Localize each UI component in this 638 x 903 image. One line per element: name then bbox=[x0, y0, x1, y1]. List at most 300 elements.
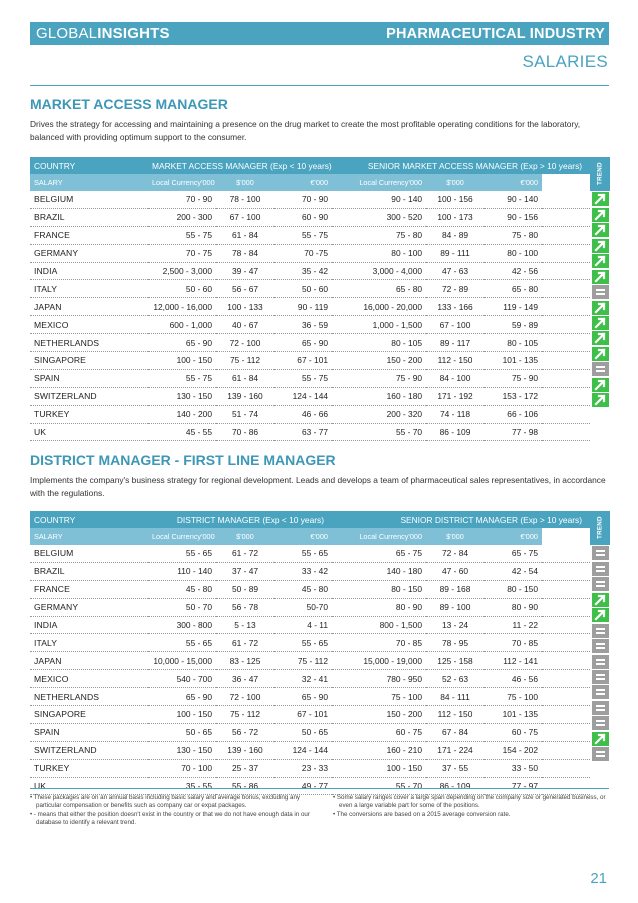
table-row bbox=[30, 405, 590, 423]
salary-cell: 72 - 100 bbox=[216, 688, 274, 706]
salary-cell: 83 - 125 bbox=[216, 652, 274, 670]
salary-cell: 50 - 65 bbox=[274, 723, 332, 741]
salary-cell: 66 - 106 bbox=[484, 405, 542, 423]
salary-cell: 49 - 77 bbox=[274, 777, 332, 795]
salary-cell: 35 - 55 bbox=[148, 777, 216, 795]
country-cell: NETHERLANDS bbox=[30, 334, 148, 352]
salary-cell: 89 - 111 bbox=[426, 244, 484, 262]
salary-cell: 65 - 90 bbox=[274, 688, 332, 706]
salary-cell: 3,000 - 4,000 bbox=[332, 262, 426, 280]
salary-cell: 100 - 150 bbox=[332, 759, 426, 777]
salary-cell: 65 - 90 bbox=[148, 688, 216, 706]
salary-cell: 154 - 202 bbox=[484, 741, 542, 759]
row-spacer bbox=[542, 298, 590, 316]
table-row bbox=[30, 226, 590, 244]
table-row bbox=[30, 706, 590, 724]
salary-cell: 86 - 109 bbox=[426, 423, 484, 441]
trend-up-arrow-icon bbox=[592, 378, 609, 392]
country-cell: JAPAN bbox=[30, 652, 148, 670]
salary-cell: 300 - 800 bbox=[148, 616, 216, 634]
country-cell: FRANCE bbox=[30, 226, 148, 244]
salary-cell: 55 - 70 bbox=[332, 423, 426, 441]
table-row bbox=[30, 562, 590, 580]
table-row bbox=[30, 262, 590, 280]
row-spacer bbox=[542, 723, 590, 741]
table-row bbox=[30, 316, 590, 334]
salary-cell: 5 - 13 bbox=[216, 616, 274, 634]
salary-cell: 75 - 112 bbox=[274, 652, 332, 670]
col-group-senior: SENIOR DISTRICT MANAGER (Exp > 10 years) bbox=[332, 511, 590, 528]
table-row bbox=[30, 759, 590, 777]
salary-cell: 200 - 320 bbox=[332, 405, 426, 423]
salary-cell: 45 - 80 bbox=[148, 580, 216, 598]
market-access-salary-table bbox=[30, 157, 590, 441]
country-cell: ITALY bbox=[30, 280, 148, 298]
row-spacer bbox=[542, 387, 590, 405]
row-spacer bbox=[542, 352, 590, 370]
salary-cell: 55 - 65 bbox=[274, 545, 332, 562]
note-item: • - means that either the position doesn't exist in the country or that we do not have enough data in our database to identify a relevant trend. bbox=[30, 811, 310, 826]
salary-cell: 77 - 97 bbox=[484, 777, 542, 795]
salary-cell: 140 - 180 bbox=[332, 562, 426, 580]
salary-cell: 75 - 112 bbox=[216, 706, 274, 724]
row-spacer bbox=[542, 741, 590, 759]
salary-cell: 119 - 149 bbox=[484, 298, 542, 316]
salary-cell: 84 - 89 bbox=[426, 226, 484, 244]
country-cell: UK bbox=[30, 423, 148, 441]
salary-cell: 55 - 75 bbox=[148, 226, 216, 244]
country-cell: SWITZERLAND bbox=[30, 387, 148, 405]
salary-cell: 25 - 37 bbox=[216, 759, 274, 777]
section1-description: Drives the strategy for accessing and maintaining a presence on the drug market to create the most profitable operating conditions for the laboratory, balanced with providing optimum support to the consumer. bbox=[30, 119, 581, 142]
salary-cell: 55 - 75 bbox=[148, 369, 216, 387]
salary-cell: 70 - 90 bbox=[148, 191, 216, 208]
col-usd-senior: $'000 bbox=[426, 174, 484, 191]
salary-cell: 133 - 166 bbox=[426, 298, 484, 316]
country-cell: FRANCE bbox=[30, 580, 148, 598]
salary-cell: 101 - 135 bbox=[484, 352, 542, 370]
salary-cell: 160 - 210 bbox=[332, 741, 426, 759]
salary-cell: 45 - 55 bbox=[148, 423, 216, 441]
row-spacer bbox=[542, 777, 590, 795]
row-spacer bbox=[542, 334, 590, 352]
row-spacer bbox=[542, 688, 590, 706]
salary-cell: 56 - 78 bbox=[216, 598, 274, 616]
country-cell: BRAZIL bbox=[30, 562, 148, 580]
salary-cell: 56 - 67 bbox=[216, 280, 274, 298]
col-eur-senior: €'000 bbox=[484, 528, 542, 545]
trend-up-arrow-icon bbox=[592, 393, 609, 407]
trend-up-arrow-icon bbox=[592, 732, 609, 746]
salary-cell: 124 - 144 bbox=[274, 741, 332, 759]
header-bar bbox=[30, 22, 609, 45]
salary-cell: 4 - 11 bbox=[274, 616, 332, 634]
salary-cell: 32 - 41 bbox=[274, 670, 332, 688]
table-row bbox=[30, 616, 590, 634]
salary-cell: 42 - 54 bbox=[484, 562, 542, 580]
country-cell: JAPAN bbox=[30, 298, 148, 316]
salary-cell: 51 - 74 bbox=[216, 405, 274, 423]
trend-up-arrow-icon bbox=[592, 593, 609, 607]
salary-cell: 75 - 100 bbox=[332, 688, 426, 706]
salary-cell: 80 - 105 bbox=[332, 334, 426, 352]
table-row bbox=[30, 369, 590, 387]
salary-cell: 780 - 950 bbox=[332, 670, 426, 688]
salary-cell: 37 - 47 bbox=[216, 562, 274, 580]
salary-cell: 55 - 75 bbox=[274, 369, 332, 387]
trend-header: TREND bbox=[590, 511, 610, 545]
salary-cell: 80 - 90 bbox=[484, 598, 542, 616]
country-cell: TURKEY bbox=[30, 405, 148, 423]
salary-cell: 70 -75 bbox=[274, 244, 332, 262]
col-usd-senior: $'000 bbox=[426, 528, 484, 545]
salary-cell: 72 - 100 bbox=[216, 334, 274, 352]
note-item: • Some salary ranges cover a large span depending on the company size or generated business, or even a large variable part for some of the positions. bbox=[333, 794, 606, 809]
table-row bbox=[30, 244, 590, 262]
table-row bbox=[30, 545, 590, 562]
note-item: • The conversions are based on a 2015 average conversion rate. bbox=[333, 811, 511, 818]
trend-stable-icon bbox=[592, 624, 609, 638]
table-row bbox=[30, 280, 590, 298]
country-cell: BELGIUM bbox=[30, 545, 148, 562]
salary-cell: 59 - 89 bbox=[484, 316, 542, 334]
salary-cell: 40 - 67 bbox=[216, 316, 274, 334]
col-local-currency-senior: Local Currency'000 bbox=[332, 528, 426, 545]
salary-cell: 78 - 84 bbox=[216, 244, 274, 262]
salary-cell: 11 - 22 bbox=[484, 616, 542, 634]
col-eur: €'000 bbox=[274, 174, 332, 191]
salary-cell: 101 - 135 bbox=[484, 706, 542, 724]
trend-up-arrow-icon bbox=[592, 316, 609, 330]
salary-cell: 70 - 100 bbox=[148, 759, 216, 777]
salary-cell: 80 - 105 bbox=[484, 334, 542, 352]
salary-cell: 50 - 60 bbox=[148, 280, 216, 298]
salary-cell: 100 - 150 bbox=[148, 706, 216, 724]
salary-cell: 72 - 89 bbox=[426, 280, 484, 298]
salary-cell: 46 - 56 bbox=[484, 670, 542, 688]
salary-cell: 171 - 224 bbox=[426, 741, 484, 759]
salary-cell: 80 - 100 bbox=[484, 244, 542, 262]
trend-up-arrow-icon bbox=[592, 347, 609, 361]
trend-stable-icon bbox=[592, 716, 609, 730]
salary-cell: 37 - 55 bbox=[426, 759, 484, 777]
brand-logo bbox=[36, 25, 170, 42]
salary-cell: 36 - 59 bbox=[274, 316, 332, 334]
row-spacer bbox=[542, 759, 590, 777]
col-group-junior: MARKET ACCESS MANAGER (Exp < 10 years) bbox=[148, 157, 332, 174]
salary-cell: 100 - 156 bbox=[426, 191, 484, 208]
salary-cell: 13 - 24 bbox=[426, 616, 484, 634]
row-spacer bbox=[542, 598, 590, 616]
row-spacer bbox=[542, 369, 590, 387]
col-country: COUNTRY bbox=[30, 157, 148, 174]
salary-cell: 50 - 70 bbox=[148, 598, 216, 616]
row-spacer bbox=[542, 226, 590, 244]
salary-cell: 124 - 144 bbox=[274, 387, 332, 405]
salary-cell: 33 - 50 bbox=[484, 759, 542, 777]
salary-cell: 72 - 84 bbox=[426, 545, 484, 562]
trend-up-arrow-icon bbox=[592, 254, 609, 268]
salary-cell: 35 - 42 bbox=[274, 262, 332, 280]
salary-cell: 12,000 - 16,000 bbox=[148, 298, 216, 316]
table-row bbox=[30, 670, 590, 688]
salary-cell: 74 - 118 bbox=[426, 405, 484, 423]
col-salary: SALARY bbox=[30, 174, 148, 191]
salary-cell: 55 - 75 bbox=[274, 226, 332, 244]
salary-cell: 100 - 173 bbox=[426, 208, 484, 226]
col-local-currency: Local Currency'000 bbox=[148, 528, 216, 545]
table-row bbox=[30, 352, 590, 370]
salary-cell: 55 - 65 bbox=[274, 634, 332, 652]
salary-cell: 70 - 75 bbox=[148, 244, 216, 262]
salary-cell: 55 - 65 bbox=[148, 634, 216, 652]
table-row bbox=[30, 777, 590, 795]
salary-cell: 70 - 85 bbox=[484, 634, 542, 652]
page-number: 21 bbox=[590, 870, 607, 887]
col-usd: $'000 bbox=[216, 174, 274, 191]
col-eur-senior: €'000 bbox=[484, 174, 542, 191]
salary-cell: 84 - 111 bbox=[426, 688, 484, 706]
salary-cell: 77 - 98 bbox=[484, 423, 542, 441]
salary-cell: 65 - 75 bbox=[484, 545, 542, 562]
salary-cell: 50-70 bbox=[274, 598, 332, 616]
trend-up-arrow-icon bbox=[592, 239, 609, 253]
salary-cell: 800 - 1,500 bbox=[332, 616, 426, 634]
row-spacer bbox=[542, 244, 590, 262]
trend-stable-icon bbox=[592, 362, 609, 376]
country-cell: SWITZERLAND bbox=[30, 741, 148, 759]
salary-cell: 200 - 300 bbox=[148, 208, 216, 226]
industry-title: PHARMACEUTICAL INDUSTRY bbox=[386, 25, 605, 42]
row-spacer bbox=[542, 652, 590, 670]
trend-up-arrow-icon bbox=[592, 223, 609, 237]
row-spacer bbox=[542, 562, 590, 580]
trend-stable-icon bbox=[592, 685, 609, 699]
salary-cell: 84 - 100 bbox=[426, 369, 484, 387]
salary-cell: 63 - 77 bbox=[274, 423, 332, 441]
salary-cell: 55 - 65 bbox=[148, 545, 216, 562]
salary-cell: 65 - 75 bbox=[332, 545, 426, 562]
table-row bbox=[30, 741, 590, 759]
col-group-senior: SENIOR MARKET ACCESS MANAGER (Exp > 10 years) bbox=[332, 157, 590, 174]
section1-title: MARKET ACCESS MANAGER bbox=[30, 96, 228, 112]
trend-stable-icon bbox=[592, 670, 609, 684]
salary-cell: 16,000 - 20,000 bbox=[332, 298, 426, 316]
salary-cell: 23 - 33 bbox=[274, 759, 332, 777]
salary-cell: 50 - 89 bbox=[216, 580, 274, 598]
trend-stable-icon bbox=[592, 747, 609, 761]
table-row bbox=[30, 208, 590, 226]
district-manager-salary-table bbox=[30, 511, 590, 795]
row-spacer bbox=[542, 191, 590, 208]
page-subtitle: SALARIES bbox=[522, 52, 608, 71]
salary-cell: 75 - 90 bbox=[484, 369, 542, 387]
salary-cell: 67 - 84 bbox=[426, 723, 484, 741]
country-cell: UK bbox=[30, 777, 148, 795]
salary-cell: 55 - 86 bbox=[216, 777, 274, 795]
salary-cell: 90 - 119 bbox=[274, 298, 332, 316]
salary-cell: 112 - 141 bbox=[484, 652, 542, 670]
salary-cell: 60 - 75 bbox=[484, 723, 542, 741]
note-item: • These packages are on an annual basis including basic salary and average bonus, excluding any particular compensation or benefits such as company car or expat packages. bbox=[30, 794, 301, 809]
salary-cell: 15,000 - 19,000 bbox=[332, 652, 426, 670]
salary-cell: 61 - 72 bbox=[216, 634, 274, 652]
salary-cell: 80 - 90 bbox=[332, 598, 426, 616]
notes-left bbox=[30, 794, 310, 828]
row-spacer bbox=[542, 280, 590, 298]
salary-cell: 61 - 72 bbox=[216, 545, 274, 562]
table-row bbox=[30, 634, 590, 652]
salary-cell: 153 - 172 bbox=[484, 387, 542, 405]
row-spacer bbox=[542, 580, 590, 598]
salary-cell: 75 - 112 bbox=[216, 352, 274, 370]
trend-stable-icon bbox=[592, 285, 609, 299]
country-cell: NETHERLANDS bbox=[30, 688, 148, 706]
salary-cell: 67 - 101 bbox=[274, 352, 332, 370]
notes-divider bbox=[30, 788, 609, 789]
trend-stable-icon bbox=[592, 577, 609, 591]
table-row bbox=[30, 723, 590, 741]
salary-cell: 36 - 47 bbox=[216, 670, 274, 688]
salary-cell: 52 - 63 bbox=[426, 670, 484, 688]
salary-cell: 60 - 75 bbox=[332, 723, 426, 741]
trend-up-arrow-icon bbox=[592, 270, 609, 284]
salary-cell: 89 - 100 bbox=[426, 598, 484, 616]
salary-cell: 300 - 520 bbox=[332, 208, 426, 226]
country-cell: MEXICO bbox=[30, 670, 148, 688]
table-row bbox=[30, 652, 590, 670]
trend-stable-icon bbox=[592, 562, 609, 576]
salary-cell: 65 - 80 bbox=[332, 280, 426, 298]
salary-cell: 50 - 60 bbox=[274, 280, 332, 298]
table-row bbox=[30, 334, 590, 352]
salary-cell: 70 - 86 bbox=[216, 423, 274, 441]
salary-cell: 65 - 90 bbox=[274, 334, 332, 352]
salary-cell: 125 - 158 bbox=[426, 652, 484, 670]
header-divider bbox=[30, 85, 609, 86]
salary-cell: 130 - 150 bbox=[148, 741, 216, 759]
country-cell: SINGAPORE bbox=[30, 352, 148, 370]
salary-cell: 45 - 80 bbox=[274, 580, 332, 598]
salary-cell: 61 - 84 bbox=[216, 226, 274, 244]
salary-cell: 67 - 100 bbox=[216, 208, 274, 226]
salary-cell: 100 - 133 bbox=[216, 298, 274, 316]
brand-bold: INSIGHTS bbox=[97, 25, 170, 42]
salary-cell: 78 - 100 bbox=[216, 191, 274, 208]
salary-cell: 75 - 80 bbox=[484, 226, 542, 244]
salary-cell: 75 - 100 bbox=[484, 688, 542, 706]
row-spacer bbox=[542, 316, 590, 334]
row-spacer bbox=[542, 423, 590, 441]
col-salary: SALARY bbox=[30, 528, 148, 545]
row-spacer bbox=[542, 616, 590, 634]
brand-light: GLOBAL bbox=[36, 25, 98, 42]
salary-cell: 10,000 - 15,000 bbox=[148, 652, 216, 670]
salary-cell: 67 - 101 bbox=[274, 706, 332, 724]
salary-cell: 1,000 - 1,500 bbox=[332, 316, 426, 334]
country-cell: INDIA bbox=[30, 262, 148, 280]
col-eur: €'000 bbox=[274, 528, 332, 545]
salary-cell: 86 - 109 bbox=[426, 777, 484, 795]
salary-cell: 39 - 47 bbox=[216, 262, 274, 280]
col-usd: $'000 bbox=[216, 528, 274, 545]
salary-cell: 112 - 150 bbox=[426, 352, 484, 370]
trend-up-arrow-icon bbox=[592, 208, 609, 222]
trend-stable-icon bbox=[592, 546, 609, 560]
table-row bbox=[30, 191, 590, 208]
row-spacer bbox=[542, 670, 590, 688]
salary-cell: 75 - 80 bbox=[332, 226, 426, 244]
row-spacer bbox=[542, 634, 590, 652]
country-cell: SPAIN bbox=[30, 369, 148, 387]
salary-cell: 171 - 192 bbox=[426, 387, 484, 405]
table-row bbox=[30, 298, 590, 316]
salary-cell: 139 - 160 bbox=[216, 741, 274, 759]
row-spacer bbox=[542, 545, 590, 562]
salary-cell: 80 - 150 bbox=[332, 580, 426, 598]
salary-cell: 42 - 56 bbox=[484, 262, 542, 280]
section2-title: DISTRICT MANAGER - FIRST LINE MANAGER bbox=[30, 452, 336, 468]
salary-cell: 55 - 70 bbox=[332, 777, 426, 795]
salary-cell: 47 - 60 bbox=[426, 562, 484, 580]
trend-up-arrow-icon bbox=[592, 301, 609, 315]
trend-up-arrow-icon bbox=[592, 608, 609, 622]
salary-cell: 160 - 180 bbox=[332, 387, 426, 405]
salary-cell: 600 - 1,000 bbox=[148, 316, 216, 334]
salary-cell: 90 - 156 bbox=[484, 208, 542, 226]
salary-cell: 90 - 140 bbox=[332, 191, 426, 208]
table-row bbox=[30, 580, 590, 598]
country-cell: SINGAPORE bbox=[30, 706, 148, 724]
row-spacer bbox=[542, 405, 590, 423]
country-cell: INDIA bbox=[30, 616, 148, 634]
salary-cell: 80 - 100 bbox=[332, 244, 426, 262]
salary-cell: 46 - 66 bbox=[274, 405, 332, 423]
salary-cell: 65 - 90 bbox=[148, 334, 216, 352]
col-country: COUNTRY bbox=[30, 511, 148, 528]
salary-cell: 33 - 42 bbox=[274, 562, 332, 580]
country-cell: SPAIN bbox=[30, 723, 148, 741]
col-group-junior: DISTRICT MANAGER (Exp < 10 years) bbox=[148, 511, 332, 528]
salary-cell: 112 - 150 bbox=[426, 706, 484, 724]
table-row bbox=[30, 387, 590, 405]
salary-cell: 540 - 700 bbox=[148, 670, 216, 688]
country-cell: BRAZIL bbox=[30, 208, 148, 226]
col-local-currency-senior: Local Currency'000 bbox=[332, 174, 426, 191]
salary-cell: 90 - 140 bbox=[484, 191, 542, 208]
trend-up-arrow-icon bbox=[592, 331, 609, 345]
salary-cell: 78 - 95 bbox=[426, 634, 484, 652]
salary-cell: 150 - 200 bbox=[332, 352, 426, 370]
row-spacer bbox=[542, 262, 590, 280]
salary-cell: 70 - 85 bbox=[332, 634, 426, 652]
country-cell: GERMANY bbox=[30, 244, 148, 262]
table-row bbox=[30, 423, 590, 441]
salary-cell: 65 - 80 bbox=[484, 280, 542, 298]
salary-cell: 61 - 84 bbox=[216, 369, 274, 387]
salary-cell: 50 - 65 bbox=[148, 723, 216, 741]
trend-header: TREND bbox=[590, 157, 610, 191]
salary-cell: 130 - 150 bbox=[148, 387, 216, 405]
salary-cell: 47 - 63 bbox=[426, 262, 484, 280]
salary-cell: 89 - 117 bbox=[426, 334, 484, 352]
salary-cell: 100 - 150 bbox=[148, 352, 216, 370]
salary-cell: 80 - 150 bbox=[484, 580, 542, 598]
country-cell: TURKEY bbox=[30, 759, 148, 777]
table-row bbox=[30, 598, 590, 616]
trend-stable-icon bbox=[592, 701, 609, 715]
section2-trend-icons bbox=[590, 545, 610, 763]
